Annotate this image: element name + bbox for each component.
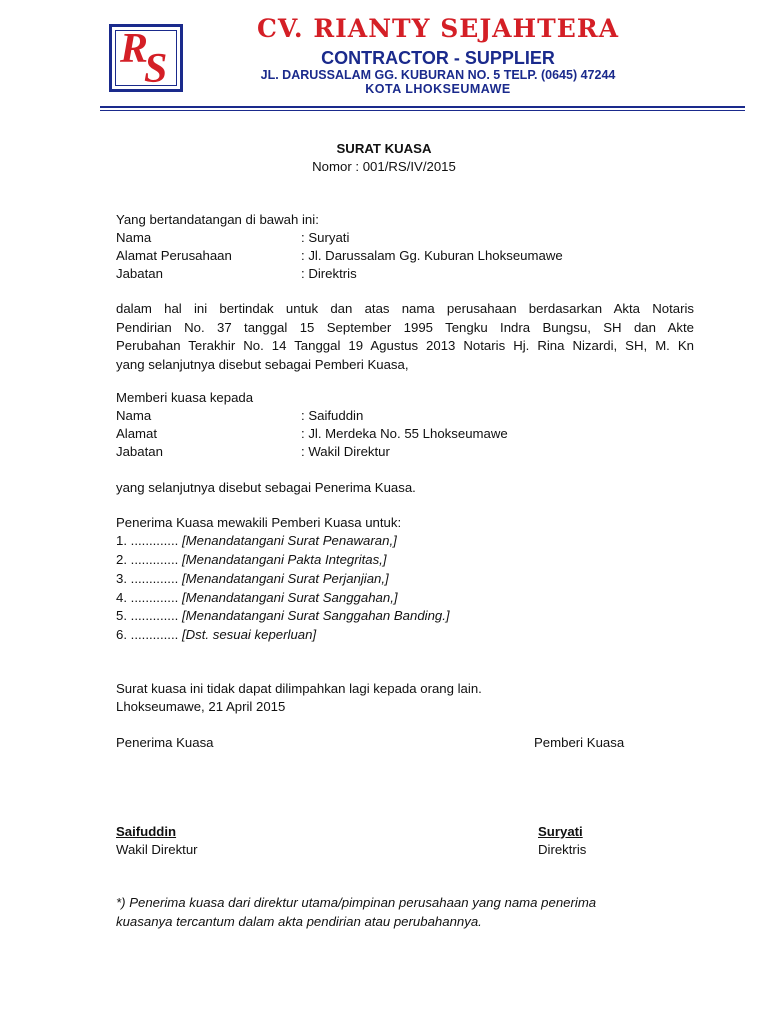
list-item bbox=[116, 533, 397, 548]
paragraph-line: Pendirian No. 37 tanggal 15 September 1995 Tengku Indra Bungsu, SH dan Akte bbox=[116, 319, 694, 335]
company-city: KOTA LHOKSEUMAWE bbox=[365, 82, 511, 96]
field-label: Jabatan bbox=[116, 266, 163, 281]
paragraph-line: Perubahan Terakhir No. 14 Tanggal 19 Agustus 2013 Notaris Hj. Rina Nizardi, SH, M. Kn bbox=[116, 338, 694, 353]
paragraph-line: yang selanjutnya disebut sebagai Pemberi Kuasa, bbox=[116, 356, 409, 372]
field-value: : Suryati bbox=[301, 230, 350, 245]
logo-letter-r: R bbox=[120, 26, 149, 72]
task-number: 4. ............. bbox=[116, 590, 182, 605]
task-text: [Menandatangani Surat Sanggahan Banding.] bbox=[181, 608, 450, 623]
task-number: 2. ............. bbox=[116, 552, 182, 567]
document-number: Nomor : 001/RS/IV/2015 bbox=[312, 159, 456, 174]
left-signer-name: Saifuddin bbox=[116, 824, 177, 839]
left-signer-title: Wakil Direktur bbox=[116, 842, 198, 857]
field-value: : Jl. Merdeka No. 55 Lhokseumawe bbox=[301, 426, 508, 441]
field-label: Nama bbox=[116, 408, 152, 423]
grantee-note-text: yang selanjutnya disebut sebagai Penerima Kuasa. bbox=[116, 480, 416, 495]
task-text: [Menandatangani Surat Perjanjian,] bbox=[181, 571, 389, 586]
field-label: Jabatan bbox=[116, 444, 163, 459]
field-label: Alamat Perusahaan bbox=[116, 248, 232, 263]
tasks-intro-text: Penerima Kuasa mewakili Pemberi Kuasa untuk: bbox=[116, 515, 402, 530]
intro-text: Yang bertandatangan di bawah ini: bbox=[116, 212, 319, 227]
list-item bbox=[116, 590, 398, 605]
field-value: : Jl. Darussalam Gg. Kuburan Lhokseumawe bbox=[301, 248, 563, 263]
company-logo bbox=[109, 24, 183, 92]
left-signer-role: Penerima Kuasa bbox=[116, 735, 214, 750]
task-text: [Menandatangani Surat Sanggahan,] bbox=[181, 590, 398, 605]
closing-text: Surat kuasa ini tidak dapat dilimpahkan lagi kepada orang lain. bbox=[116, 681, 482, 696]
task-number: 6. ............. bbox=[116, 627, 182, 642]
company-address: JL. DARUSSALAM GG. KUBURAN NO. 5 TELP. (0645) 47244 bbox=[260, 68, 616, 82]
field-value: : Wakil Direktur bbox=[301, 444, 390, 459]
field-label: Nama bbox=[116, 230, 152, 245]
list-item bbox=[116, 608, 450, 623]
letterhead bbox=[0, 0, 768, 118]
footnote-line: *) Penerima kuasa dari direktur utama/pimpinan perusahaan yang nama penerima bbox=[116, 895, 597, 910]
authority-paragraph bbox=[116, 300, 694, 374]
right-signer-name: Suryati bbox=[538, 824, 583, 839]
field-value: : Direktris bbox=[301, 266, 357, 281]
place-date-text: Lhokseumawe, 21 April 2015 bbox=[116, 699, 286, 714]
task-number: 1. ............. bbox=[116, 533, 182, 548]
list-item bbox=[116, 552, 387, 567]
task-text: [Dst. sesuai keperluan] bbox=[181, 627, 317, 642]
footnote-line: kuasanya tercantum dalam akta pendirian atau perubahannya. bbox=[116, 913, 482, 929]
header-rule-thin bbox=[100, 110, 745, 111]
task-number: 3. ............. bbox=[116, 571, 182, 586]
company-type: CONTRACTOR - SUPPLIER bbox=[321, 48, 555, 68]
field-label: Alamat bbox=[116, 426, 158, 441]
task-text: [Menandatangani Surat Penawaran,] bbox=[181, 533, 397, 548]
grant-intro-text: Memberi kuasa kepada bbox=[116, 390, 254, 405]
field-value: : Saifuddin bbox=[301, 408, 364, 423]
logo-letter-s: S bbox=[144, 46, 168, 92]
footnote bbox=[116, 894, 676, 931]
document-title: SURAT KUASA bbox=[336, 141, 432, 156]
list-item bbox=[116, 627, 316, 642]
right-signer-title: Direktris bbox=[538, 842, 587, 857]
right-signer-role: Pemberi Kuasa bbox=[534, 735, 625, 750]
paragraph-line: dalam hal ini bertindak untuk dan atas nama perusahaan berdasarkan Akta Notaris bbox=[116, 301, 694, 316]
task-number: 5. ............. bbox=[116, 608, 182, 623]
list-item bbox=[116, 571, 389, 586]
company-name: CV. RIANTY SEJAHTERA bbox=[257, 14, 619, 43]
header-rule-thick bbox=[100, 106, 745, 108]
task-text: [Menandatangani Pakta Integritas,] bbox=[181, 552, 387, 567]
